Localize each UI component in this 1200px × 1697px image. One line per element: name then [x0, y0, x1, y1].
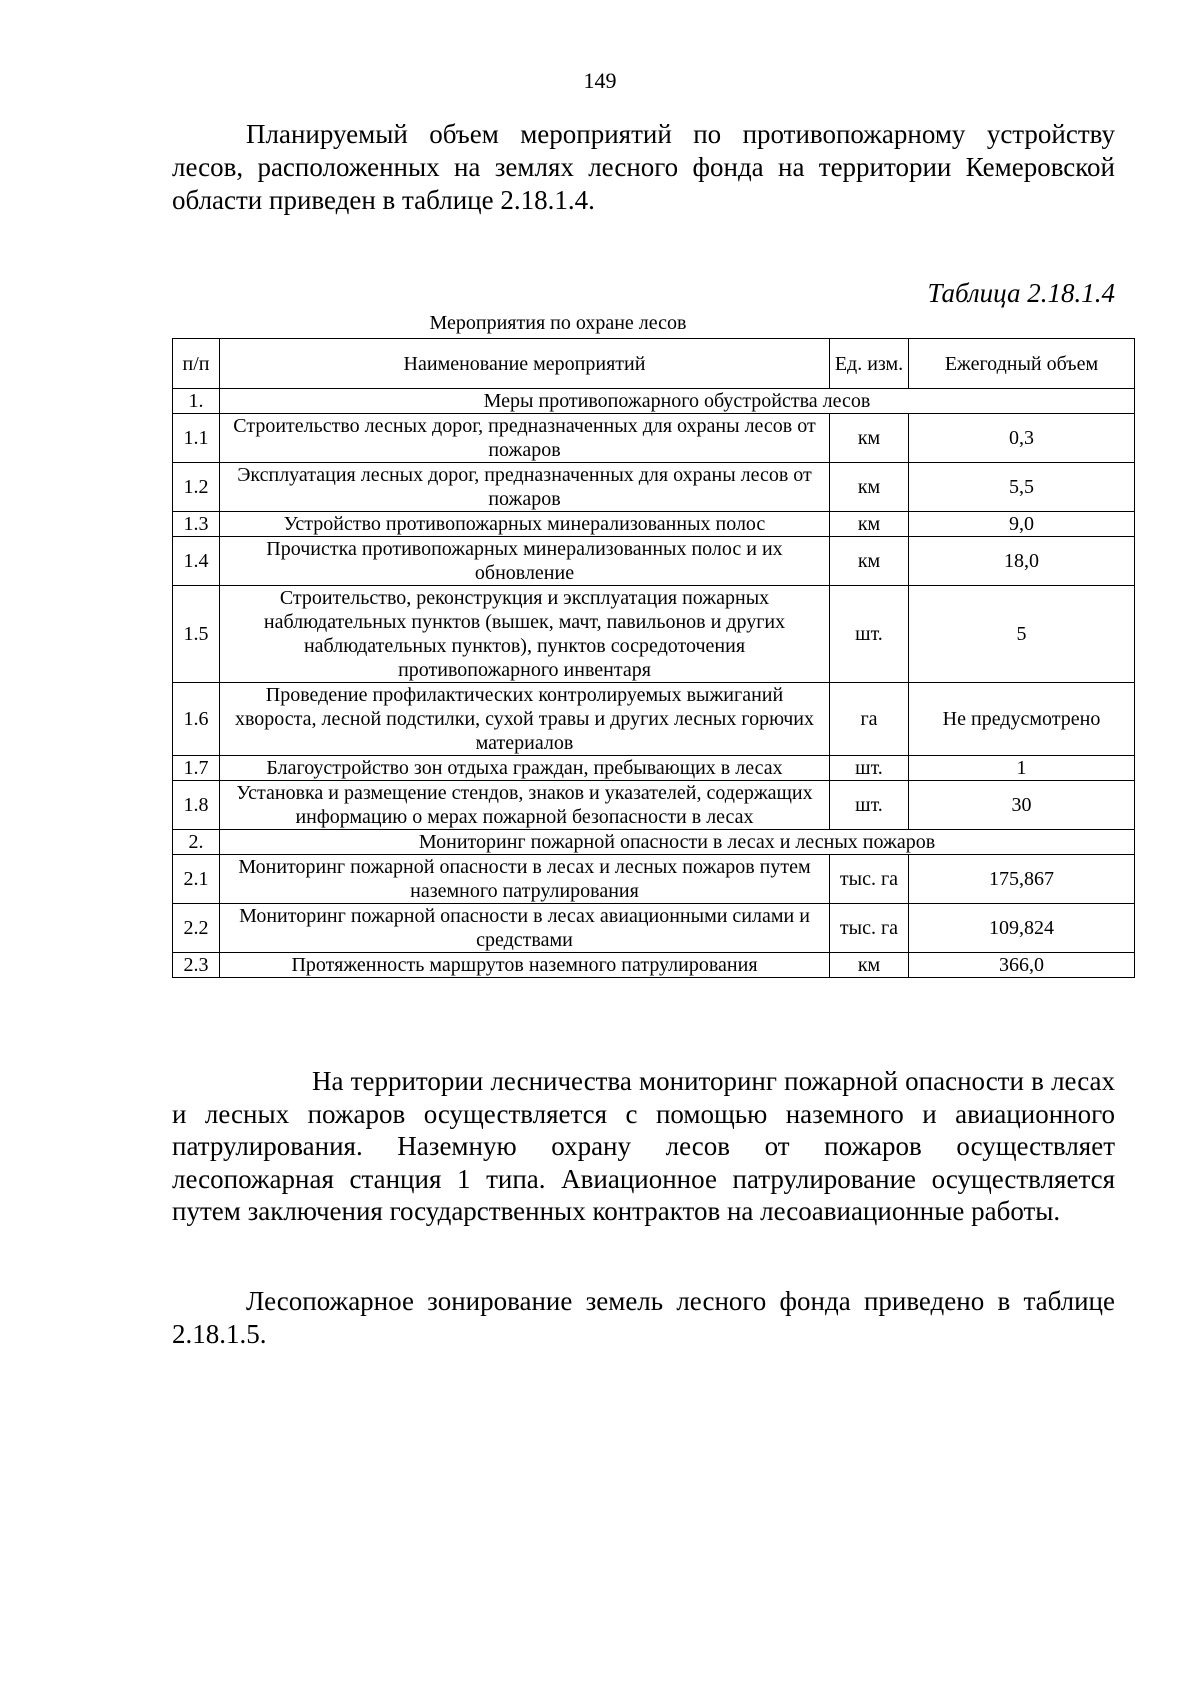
cell-unit: шт. [830, 781, 909, 830]
cell-name: Строительство лесных дорог, предназначенных для охраны лесов от пожаров [220, 414, 830, 463]
cell-num: 2.2 [173, 904, 220, 953]
cell-unit: шт. [830, 586, 909, 683]
cell-name: Устройство противопожарных минерализованных полос [220, 512, 830, 537]
section-title: Меры противопожарного обустройства лесов [220, 389, 1135, 414]
cell-unit: км [830, 953, 909, 978]
table-caption: Таблица 2.18.1.4 [927, 278, 1115, 308]
section-num: 1. [173, 389, 220, 414]
cell-volume: 30 [909, 781, 1135, 830]
section-num: 2. [173, 830, 220, 855]
header-volume: Ежегодный объем [909, 339, 1135, 389]
header-unit: Ед. изм. [830, 339, 909, 389]
cell-unit: км [830, 512, 909, 537]
header-num: п/п [173, 339, 220, 389]
zoning-paragraph: Лесопожарное зонирование земель лесного фонда приведено в таблице 2.18.1.5. [172, 1286, 1115, 1349]
cell-name: Эксплуатация лесных дорог, предназначенных для охраны лесов от пожаров [220, 463, 830, 512]
table-row [173, 463, 1135, 512]
table-row [173, 537, 1135, 586]
table-row [173, 586, 1135, 683]
cell-num: 2.3 [173, 953, 220, 978]
table-row [173, 512, 1135, 537]
cell-name: Установка и размещение стендов, знаков и указателей, содержащих информацию о мерах пожарной безопасности в лесах [220, 781, 830, 830]
cell-unit: тыс. га [830, 904, 909, 953]
cell-volume: 0,3 [909, 414, 1135, 463]
cell-num: 1.2 [173, 463, 220, 512]
cell-volume: 5,5 [909, 463, 1135, 512]
table-body [173, 339, 1135, 978]
measures-table [172, 338, 1135, 978]
cell-unit: шт. [830, 756, 909, 781]
intro-paragraph: Планируемый объем мероприятий по противопожарному устройству лесов, расположенных на землях лесного фонда на территории Кемеровской области приведен в таблице 2.18.1.4. [172, 119, 1115, 215]
cell-name: Мониторинг пожарной опасности в лесах авиационными силами и средствами [220, 904, 830, 953]
cell-num: 1.1 [173, 414, 220, 463]
cell-name: Благоустройство зон отдыха граждан, пребывающих в лесах [220, 756, 830, 781]
cell-unit: га [830, 683, 909, 756]
header-name: Наименование мероприятий [220, 339, 830, 389]
table-title: Мероприятия по охране лесов [429, 312, 687, 334]
monitoring-paragraph: На территории лесничества мониторинг пожарной опасности в лесах и лесных пожаров осуществляется с помощью наземного и авиационного патрулирования. Наземную охрану лесов от пожаров осуществляет лесопожарная станция 1 типа. Авиационное патрулирование осуществляется путем заключения государственных контрактов на лесоавиационные работы. [172, 1066, 1115, 1226]
cell-volume: 366,0 [909, 953, 1135, 978]
cell-unit: км [830, 414, 909, 463]
cell-name: Проведение профилактических контролируемых выжиганий хвороста, лесной подстилки, сухой травы и других лесных горючих материалов [220, 683, 830, 756]
cell-name: Прочистка противопожарных минерализованных полос и их обновление [220, 537, 830, 586]
cell-unit: км [830, 537, 909, 586]
cell-num: 1.4 [173, 537, 220, 586]
cell-volume: 9,0 [909, 512, 1135, 537]
table-row [173, 414, 1135, 463]
table-header-row [173, 339, 1135, 389]
page-number: 149 [583, 68, 617, 93]
cell-volume: 1 [909, 756, 1135, 781]
cell-name: Протяженность маршрутов наземного патрулирования [220, 953, 830, 978]
cell-num: 2.1 [173, 855, 220, 904]
cell-volume: 175,867 [909, 855, 1135, 904]
cell-num: 1.6 [173, 683, 220, 756]
cell-volume: Не предусмотрено [909, 683, 1135, 756]
cell-unit: км [830, 463, 909, 512]
section-row [173, 389, 1135, 414]
section-title: Мониторинг пожарной опасности в лесах и лесных пожаров [220, 830, 1135, 855]
cell-volume: 18,0 [909, 537, 1135, 586]
table-row [173, 855, 1135, 904]
cell-num: 1.3 [173, 512, 220, 537]
cell-name: Строительство, реконструкция и эксплуатация пожарных наблюдательных пунктов (вышек, мачт, павильонов и других наблюдательных пунктов), пунктов сосредоточения противопожарного инвентаря [220, 586, 830, 683]
cell-volume: 5 [909, 586, 1135, 683]
table-row [173, 756, 1135, 781]
cell-name: Мониторинг пожарной опасности в лесах и лесных пожаров путем наземного патрулирования [220, 855, 830, 904]
cell-unit: тыс. га [830, 855, 909, 904]
cell-num: 1.5 [173, 586, 220, 683]
cell-num: 1.7 [173, 756, 220, 781]
table-row [173, 683, 1135, 756]
section-row [173, 830, 1135, 855]
table-row [173, 781, 1135, 830]
cell-num: 1.8 [173, 781, 220, 830]
table-row [173, 904, 1135, 953]
table-row [173, 953, 1135, 978]
cell-volume: 109,824 [909, 904, 1135, 953]
